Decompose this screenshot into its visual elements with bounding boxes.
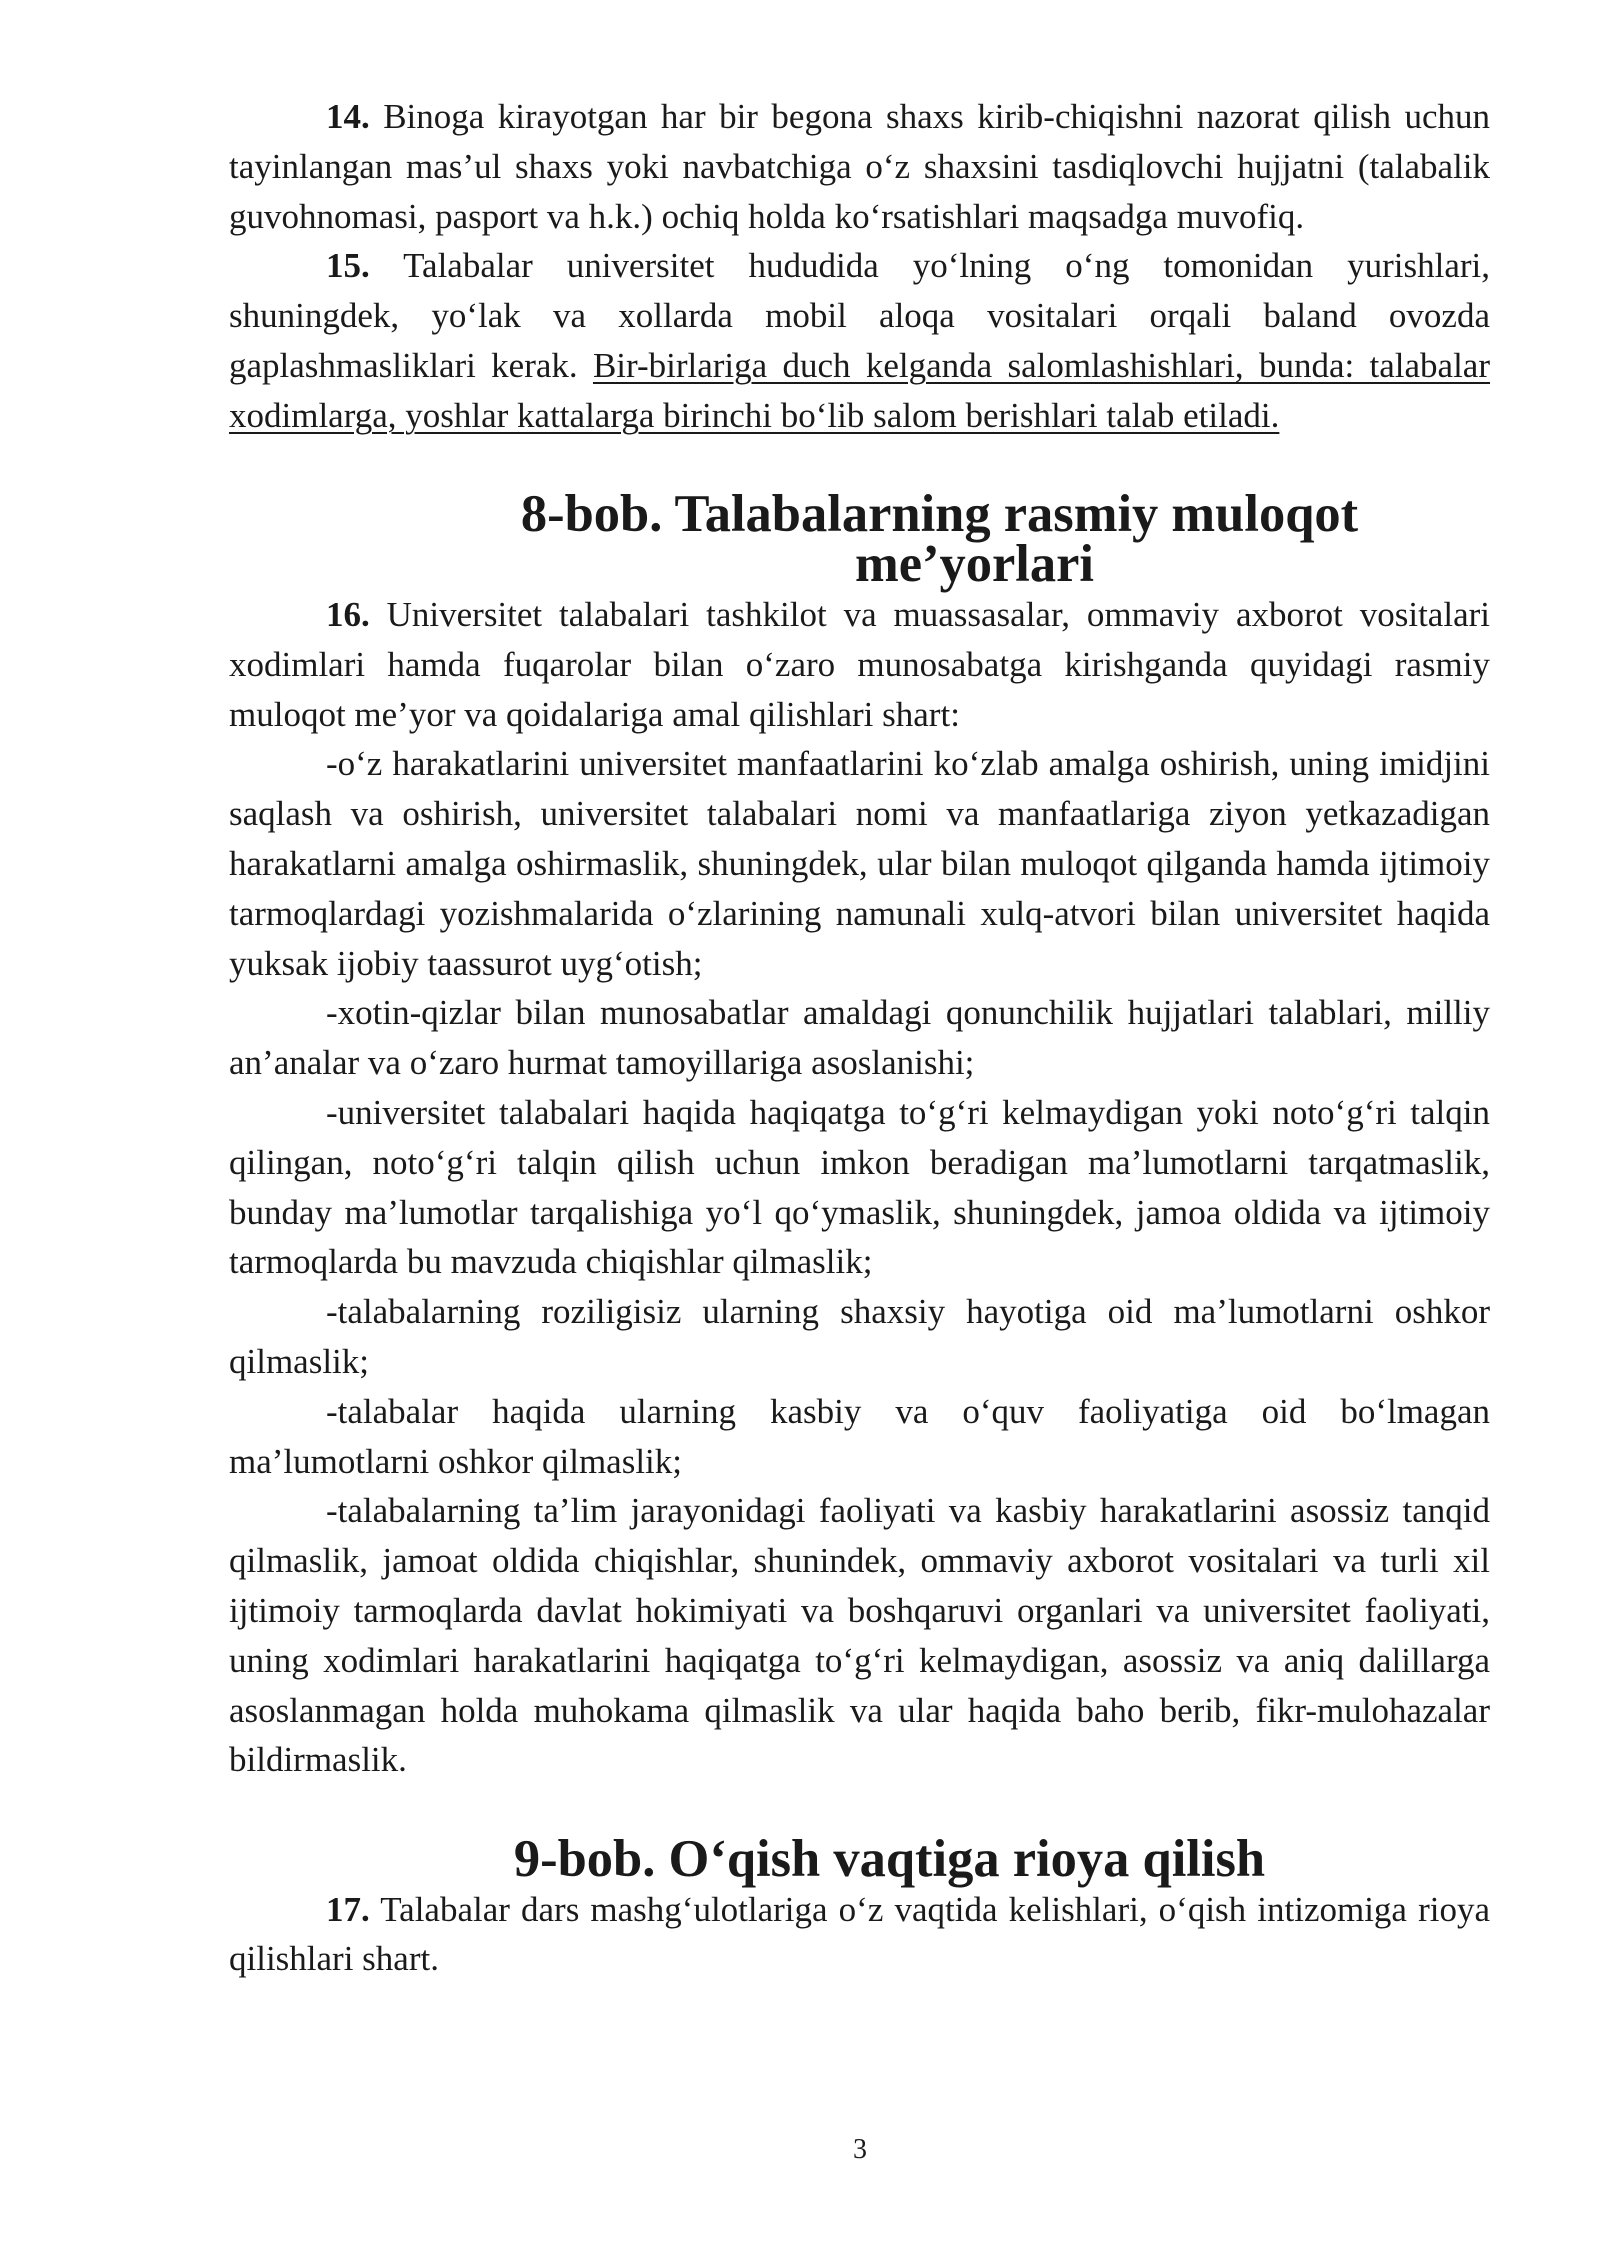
paragraph-14 [229,92,1490,241]
chapter-8-heading [229,485,1490,594]
underlined-text: Bir-birlariga duch kelganda salomlashishlari, bunda: talabalar xodimlarga, yoshlar kattalarga birinchi bo‘lib salom berishlari talab etiladi. [229,345,1490,435]
chapter-9-heading [229,1829,1490,1888]
paragraph-text: Talabalar dars mashg‘ulotlariga o‘z vaqtida kelishlari, o‘qish intizomiga rioya qilishlari shart. [229,1889,1490,1979]
paragraph-text: Binoga kirayotgan har bir begona shaxs kirib-chiqishni nazorat qilish uchun tayinlangan mas’ul shaxs yoki navbatchiga o‘z shaxsini tasdiqlovchi hujjatni (talabalik guvohnomasi, pasport va h.k.) ochiq holda ko‘rsatishlari maqsadga muvofiq. [229,97,1490,236]
paragraph-16 [229,590,1490,739]
list-item: -xotin-qizlar bilan munosabatlar amaldagi qonunchilik hujjatlari talablari, milliy an’analar va o‘zaro hurmat tamoyillariga asoslanishi; [229,993,1490,1083]
paragraph-text: Universitet talabalari tashkilot va muassasalar, ommaviy axborot vositalari xodimlari hamda fuqarolar bilan o‘zaro munosabatga kirishganda quyidagi rasmiy muloqot me’yor va qoidalariga amal qilishlari shart: [229,594,1490,734]
paragraph-number: 17. [326,1889,370,1929]
paragraph-17 [229,1885,1490,1985]
page-number: 3 [853,2134,867,2165]
chapter-title-line-2: me’yorlari [854,535,1095,594]
paragraph-text: Talabalar universitet hududida yo‘lning o‘ng tomonidan yurishlari, shuningdek, yo‘lak va xollarda mobil aloqa vositalari orqali baland ovozda gaplashmasliklari kerak. [229,246,1490,385]
paragraph-number: 16. [326,594,370,634]
page-content [229,92,1490,1984]
list-item: -o‘z harakatlarini universitet manfaatlarini ko‘zlab amalga oshirish, uning imidjini saqlash va oshirish, universitet talabalari nomi va manfaatlariga ziyon yetkazadigan harakatlarni amalga oshirmaslik, shuningdek, ular bilan muloqot qilganda hamda ijtimoiy tarmoqlardagi yozishmalarida o‘zlarining namunali xulq-atvori bilan universitet haqida yuksak ijobiy taassurot uyg‘otish; [229,744,1490,983]
paragraph-15 [229,241,1490,440]
paragraph-number: 15. [326,246,370,286]
list-item: -talabalarning ta’lim jarayonidagi faoliyati va kasbiy harakatlarini asossiz tanqid qilmaslik, jamoat oldida chiqishlar, shunindek, ommaviy axborot vositalari va turli xil ijtimoiy tarmoqlarda davlat hokimiyati va boshqaruvi organlari va universitet faoliyati, uning xodimlari harakatlarini haqiqatga to‘g‘ri kelmaydigan, asossiz va aniq dalillarga asoslanmagan holda muhokama qilmaslik va ular haqida baho berib, fikr-mulohazalar bildirmaslik. [229,1491,1490,1780]
chapter-title-line-1: 8-bob. Talabalarning rasmiy muloqot [520,485,1359,544]
list-item: -universitet talabalari haqida haqiqatga to‘g‘ri kelmaydigan yoki noto‘g‘ri talqin qilingan, noto‘g‘ri talqin qilish uchun imkon beradigan ma’lumotlarni tarqatmaslik, bunday ma’lumotlar tarqalishiga yo‘l qo‘ymaslik, shuningdek, jamoa oldida va ijtimoiy tarmoqlarda bu mavzuda chiqishlar qilmaslik; [229,1092,1490,1282]
list-item: -talabalarning roziligisiz ularning shaxsiy hayotiga oid ma’lumotlarni oshkor qilmaslik; [229,1292,1490,1381]
paragraph-number: 14. [326,97,370,136]
list-item: -talabalar haqida ularning kasbiy va o‘quv faoliyatiga oid bo‘lmagan ma’lumotlarni oshkor qilmaslik; [229,1391,1490,1481]
chapter-title: 9-bob. O‘qish vaqtiga rioya qilish [513,1829,1266,1888]
